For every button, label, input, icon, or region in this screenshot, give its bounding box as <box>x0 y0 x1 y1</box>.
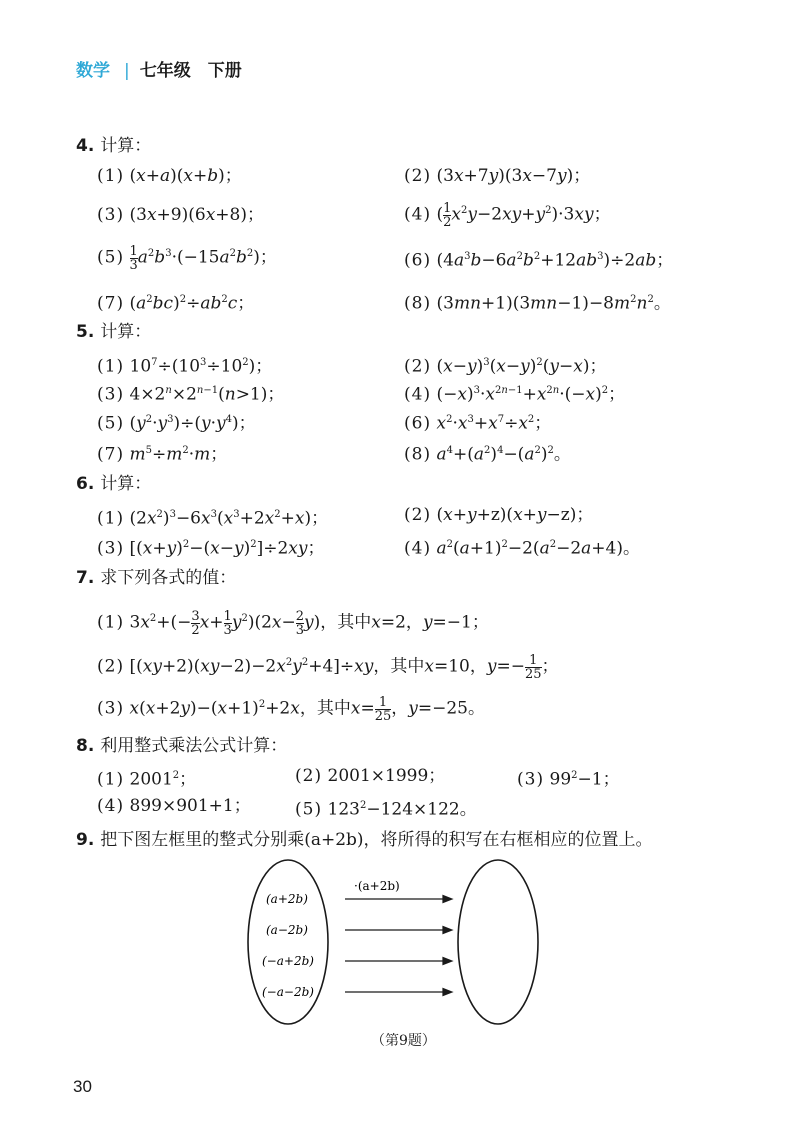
q5-item-3: (3) $4\times 2^n\times 2^{n-1}(n>1)$； <box>97 384 285 405</box>
left-ellipse <box>248 860 328 1024</box>
q7-item-3: (3) $x(x+2y)-(x+1)^2+2x$，其中x= $\frac{1}{25}$ ，y=−25。 <box>97 694 485 724</box>
q8-item-1: (1) 2001$^2$； <box>97 769 197 790</box>
q6-item-4: (4) $a^2(a+1)^2-2(a^2-2a+4)$。 <box>404 538 640 559</box>
q8-item-3: (3) $99^2-1$； <box>517 769 620 790</box>
header-book: 七年级 下册 <box>139 61 242 81</box>
q4-item-2: (2) (3x+7y)(3x−7y)； <box>404 166 591 186</box>
q8-item-5: (5) $123^2-124\times 122$。 <box>295 799 477 820</box>
q6-item-2: (2) (x+y+z)(x+y−z)； <box>404 505 594 525</box>
q4-item-3: (3) (3x+9)(6x+8)； <box>97 205 264 225</box>
q6-title: 计算： <box>100 474 152 494</box>
arrows <box>345 896 452 996</box>
q4-item-4: (4) ( $\frac{1}{2}$ $x^2y-2xy+y^2)\cdot 3xy$； <box>404 200 611 230</box>
q4-item-1: (1) (x+a)(x+b)； <box>97 166 242 186</box>
q8-item-2: (2) 2001×1999； <box>295 766 446 786</box>
q6-item-3: (3) $[(x+y)^2-(x-y)^2]\div 2xy$； <box>97 538 325 559</box>
q5-item-6: (6) $x^2\cdot x^3+x^7\div x^2$； <box>404 413 552 434</box>
q6-item-1: (1) $(2x^2)^3-6x^3(x^3+2x^2+x)$； <box>97 508 329 529</box>
q7-number: 7. <box>76 568 95 588</box>
running-header <box>76 56 242 81</box>
q4-item-5: (5) $\frac{1}{3}$ $a^2b^3\cdot(-15a^2b^2)$； <box>97 243 277 273</box>
q8-title: 利用整式乘法公式计算： <box>100 736 288 756</box>
left-item-2: (a−2b) <box>266 923 308 937</box>
q7-item-1: (1) $3x^2+(-$ $\frac{3}{2}$ x+ $\frac{1}{3}$ $y^2)(2x-$ $\frac{2}{3}$ y)，其中x=2，y=−1； <box>97 608 489 638</box>
arrow-label: ·(a+2b) <box>354 879 400 893</box>
q6-heading <box>76 474 151 494</box>
q9-number: 9. <box>76 830 95 850</box>
q7-title: 求下列各式的值： <box>100 568 237 588</box>
figure-caption: （第9题） <box>371 1033 436 1049</box>
left-item-3: (−a+2b) <box>262 954 314 968</box>
q8-heading <box>76 736 287 756</box>
q5-number: 5. <box>76 322 95 342</box>
q8-number: 8. <box>76 736 95 756</box>
q5-item-8: (8) $a^4+(a^2)^4-(a^2)^2$。 <box>404 444 571 465</box>
left-item-1: (a+2b) <box>266 892 308 906</box>
q7-item-2: (2) $[(xy+2)(xy-2)-2x^2y^2+4]\div xy$，其中x=10，y=− $\frac{1}{25}$ ； <box>97 652 559 682</box>
q8-item-4: (4) 899×901+1； <box>97 796 251 816</box>
page-number: 30 <box>73 1077 92 1096</box>
q5-item-2: (2) $(x-y)^3(x-y)^2(y-x)$； <box>404 356 607 377</box>
q4-item-6: (6) $(4a^3b-6a^2b^2+12ab^3)\div 2ab$； <box>404 250 674 271</box>
header-subject: 数学 <box>76 61 110 81</box>
q5-title: 计算： <box>100 322 152 342</box>
q9-heading <box>76 830 653 850</box>
q4-number: 4. <box>76 136 95 156</box>
q4-title: 计算： <box>100 136 152 156</box>
q5-item-4: (4) $(-x)^3\cdot x^{2n-1}+x^{2n}\cdot(-x)^2$； <box>404 384 626 405</box>
q5-item-1: (1) $10^7\div(10^3\div 10^2)$； <box>97 356 273 377</box>
right-ellipse <box>458 860 538 1024</box>
q5-item-5: (5) $(y^2\cdot y^3)\div(y\cdot y^4)$； <box>97 413 256 434</box>
q9-figure <box>240 858 560 1030</box>
q5-heading <box>76 322 151 342</box>
q7-heading <box>76 568 236 588</box>
left-item-4: (−a−2b) <box>262 985 314 999</box>
q5-item-7: (7) $m^5\div m^2\cdot m$； <box>97 444 228 465</box>
q4-item-7: (7) $(a^2bc)^2\div ab^2c$； <box>97 293 255 314</box>
q6-number: 6. <box>76 474 95 494</box>
q9-title: 把下图左框里的整式分别乘(a+2b)，将所得的积写在右框相应的位置上。 <box>100 830 653 850</box>
q4-item-8: (8) $(3mn+1)(3mn-1)-8m^2n^2$。 <box>404 293 671 314</box>
q4-heading <box>76 136 151 156</box>
header-separator: | <box>124 61 130 81</box>
